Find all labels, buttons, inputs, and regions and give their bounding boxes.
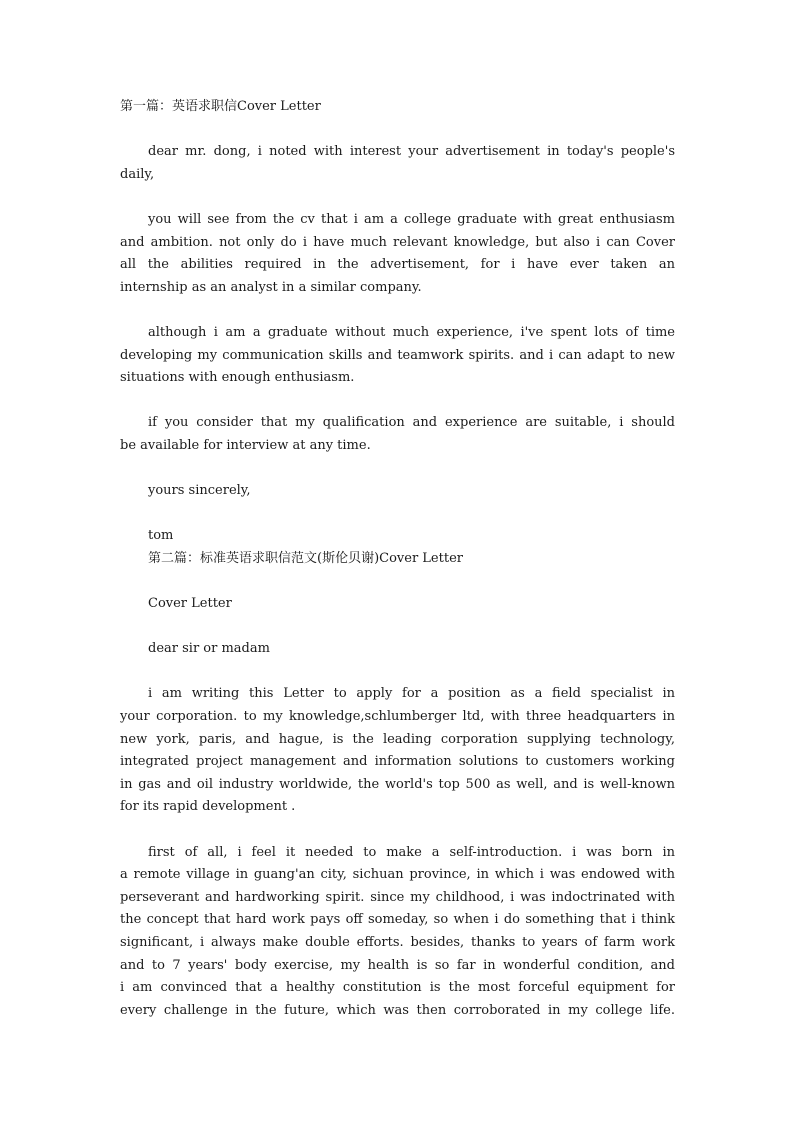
letter1-salutation-line-2: daily, — [120, 166, 155, 182]
letter2-p2-line-3: perseverant and hardworking spirit. since my childhood, i was indoctrinated with — [120, 889, 675, 905]
letter2-p2-line-5: significant, i always make double efforts. besides, thanks to years of farm work — [120, 934, 675, 950]
spacer — [120, 503, 675, 526]
letter1-p2-line-2: developing my communication skills and teamwork spirits. and i can adapt to new — [120, 347, 675, 363]
letter2-salutation: dear sir or madam — [148, 641, 270, 657]
letter1-p2-line-3: situations with enough enthusiasm. — [120, 370, 355, 386]
spacer — [120, 616, 675, 639]
document-page — [120, 96, 675, 1022]
letter2-p2-line-2: a remote village in guang'an city, sichuan province, in which i was endowed with — [120, 867, 675, 883]
letter2-p2-line-7: i am convinced that a healthy constitution is the most forceful equipment for — [120, 980, 675, 996]
spacer — [120, 119, 675, 142]
spacer — [120, 458, 675, 481]
letter1-salutation-line-1: dear mr. dong, i noted with interest your advertisement in today's people's — [148, 144, 675, 160]
spacer — [120, 186, 675, 209]
letter1-closing: yours sincerely, — [148, 483, 251, 499]
letter1-signature: tom — [148, 528, 174, 544]
spacer — [120, 819, 675, 842]
letter2-p1-line-3: new york, paris, and hague, is the leading corporation supplying technology, — [120, 731, 675, 747]
letter1-p3-line-2: be available for interview at any time. — [120, 437, 371, 453]
section-title-1: 第一篇：英语求职信Cover Letter — [120, 99, 321, 114]
section-title-2: 第二篇：标准英语求职信范文(斯伦贝谢)Cover Letter — [148, 550, 463, 566]
spacer — [120, 390, 675, 413]
letter2-p2-line-4: the concept that hard work pays off someday, so when i do something that i think — [120, 912, 675, 928]
spacer — [120, 661, 675, 684]
letter2-p1-line-4: integrated project management and information solutions to customers working — [120, 754, 675, 770]
letter1-p1-line-4: internship as an analyst in a similar company. — [120, 279, 422, 295]
letter2-p1-line-2: your corporation. to my knowledge,schlumberger ltd, with three headquarters in — [120, 709, 675, 725]
letter2-heading: Cover Letter — [148, 596, 232, 612]
letter2-p2-line-8: every challenge in the future, which was then corroborated in my college life. — [120, 1002, 675, 1018]
letter2-p2-line-6: and to 7 years' body exercise, my health is so far in wonderful condition, and — [120, 957, 675, 973]
letter2-p1-line-6: for its rapid development . — [120, 799, 296, 815]
letter2-p1-line-1: i am writing this Letter to apply for a position as a field specialist in — [148, 686, 675, 702]
letter2-p2-line-1: first of all, i feel it needed to make a self-introduction. i was born in — [148, 844, 675, 860]
letter1-p1-line-2: and ambition. not only do i have much relevant knowledge, but also i can Cover — [120, 234, 675, 250]
letter1-p1-line-3: all the abilities required in the advertisement, for i have ever taken an — [120, 257, 675, 273]
spacer — [120, 299, 675, 322]
letter1-p2-line-1: although i am a graduate without much experience, i've spent lots of time — [148, 324, 675, 340]
letter1-p3-line-1: if you consider that my qualification and experience are suitable, i should — [148, 415, 675, 431]
letter2-p1-line-5: in gas and oil industry worldwide, the world's top 500 as well, and is well-known — [120, 776, 675, 792]
spacer — [120, 570, 675, 593]
letter1-p1-line-1: you will see from the cv that i am a college graduate with great enthusiasm — [148, 211, 675, 227]
